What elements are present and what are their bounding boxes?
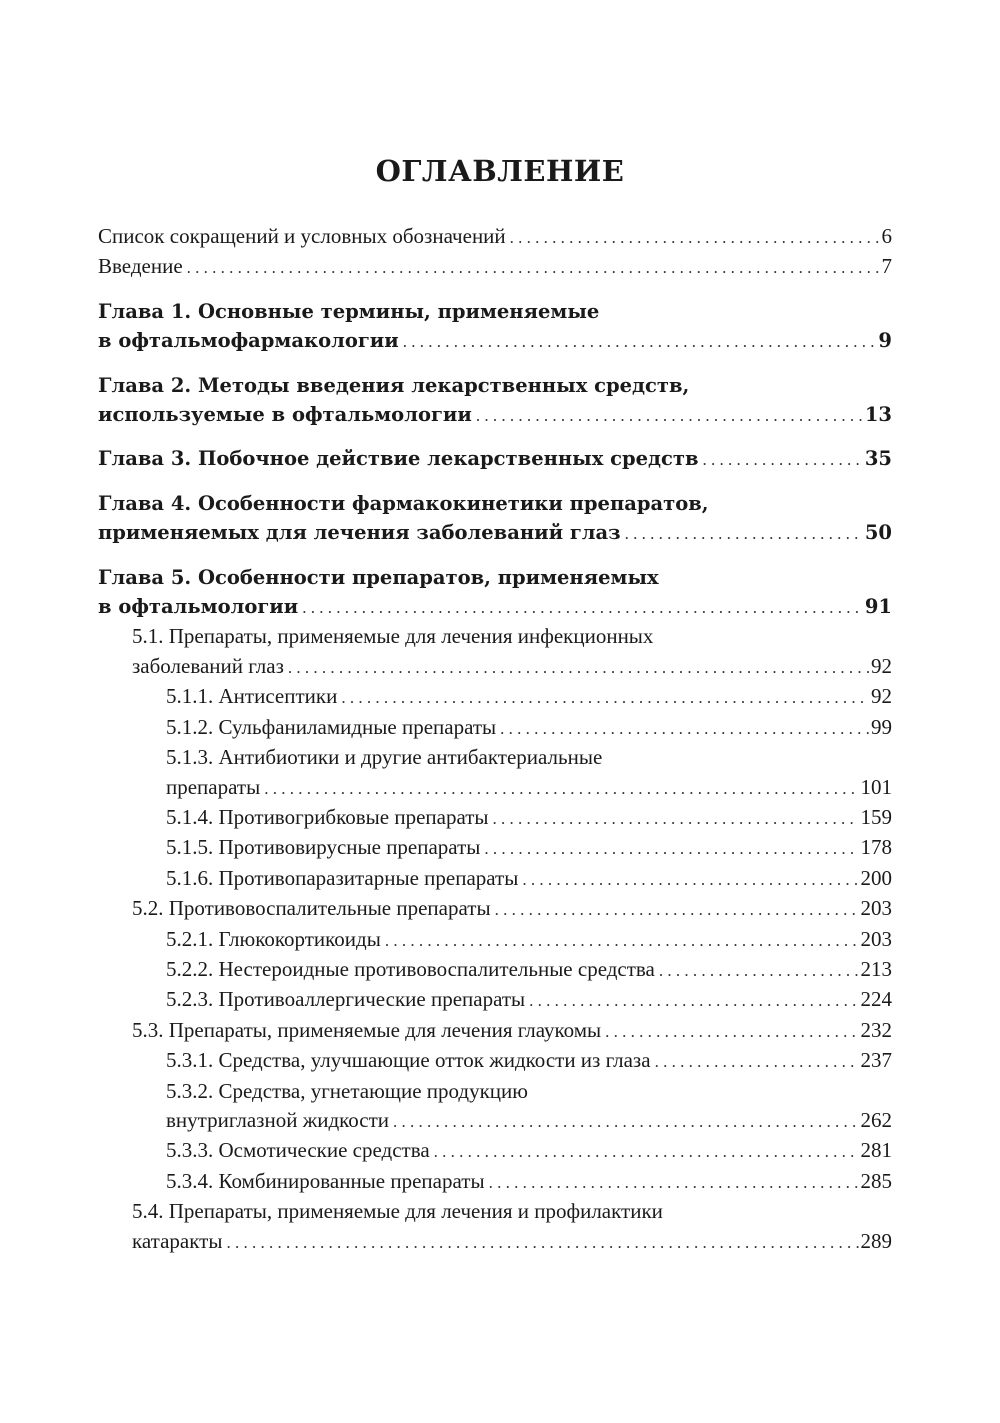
dot-leader: [288, 653, 869, 682]
toc-entry-text: 5.2.2. Нестероидные противовоспалительные средства: [166, 956, 655, 981]
toc-entry-chapter-4[interactable]: [98, 489, 892, 549]
toc-page-number: 91: [864, 595, 892, 619]
toc-page-number: 6: [881, 224, 892, 248]
toc-entry-section-5-3-1[interactable]: [98, 1046, 892, 1076]
toc-entry-section-5-1[interactable]: [98, 622, 892, 682]
toc-entry-text: в офтальмофармакологии: [98, 329, 399, 353]
toc-entry-text: 5.2. Противовоспалительные препараты: [132, 896, 491, 921]
toc-entry-text: внутриглазной жидкости: [166, 1107, 390, 1132]
toc-entry-chapter-2[interactable]: [98, 371, 892, 431]
dot-leader: [341, 683, 869, 712]
toc-page-number: 159: [860, 804, 892, 829]
toc-page-number: 92: [871, 653, 892, 678]
toc-page-number: 35: [864, 447, 892, 471]
toc-entry-text-line1: 5.4. Препараты, применяемые для лечения и профилактики: [132, 1199, 663, 1224]
dot-leader: [510, 223, 880, 252]
toc-page-number: 178: [860, 835, 892, 860]
toc-entry-text: применяемых для лечения заболеваний глаз: [98, 521, 621, 545]
toc-entry-text: 5.1.1. Антисептики: [166, 684, 338, 709]
toc-entry-text: 5.3. Препараты, применяемые для лечения глаукомы: [132, 1017, 602, 1042]
dot-leader: [500, 714, 869, 743]
dot-leader: [659, 956, 859, 985]
dot-leader: [187, 253, 880, 282]
toc-entry-text: Введение: [98, 254, 183, 279]
toc-page-number: 99: [871, 714, 892, 739]
toc-page-number: 203: [860, 896, 892, 921]
toc-page-number: 285: [860, 1168, 892, 1193]
toc-entry-text: 5.1.5. Противовирусные препараты: [166, 835, 481, 860]
toc-page-number: 213: [860, 956, 892, 981]
toc-entry-section-5-1-5[interactable]: [98, 833, 892, 863]
toc-entry-section-5-4[interactable]: [98, 1197, 892, 1257]
dot-leader: [403, 327, 877, 356]
toc-entry-chapter-1[interactable]: [98, 297, 892, 357]
toc-entry-section-5-1-6[interactable]: [98, 864, 892, 894]
toc-page-number: 224: [860, 987, 892, 1012]
toc-entry-text-line1: 5.1.3. Антибиотики и другие антибактериальные: [166, 745, 603, 770]
toc-entry-text: 5.2.3. Противоаллергические препараты: [166, 987, 526, 1012]
toc-entry-section-5-3-2[interactable]: [98, 1077, 892, 1137]
table-of-contents: [98, 222, 892, 1257]
dot-leader: [476, 401, 863, 430]
toc-page-number: 262: [860, 1107, 892, 1132]
toc-entry-text-line1: Глава 2. Методы введения лекарственных средств,: [98, 373, 690, 397]
toc-entry-text: 5.1.4. Противогрибковые препараты: [166, 804, 489, 829]
toc-page-number: 50: [864, 521, 892, 545]
toc-entry-text: 5.1.6. Противопаразитарные препараты: [166, 865, 519, 890]
toc-entry-text: 5.3.3. Осмотические средства: [166, 1138, 430, 1163]
toc-entry-section-5-2-2[interactable]: [98, 955, 892, 985]
dot-leader: [264, 774, 858, 803]
toc-entry-introduction[interactable]: [98, 252, 892, 282]
dot-leader: [226, 1228, 858, 1257]
page-title: ОГЛАВЛЕНИЕ: [375, 154, 625, 188]
dot-leader: [495, 895, 859, 924]
toc-page-number: 232: [860, 1017, 892, 1042]
dot-leader: [493, 804, 859, 833]
toc-page-number: 289: [860, 1228, 892, 1253]
toc-page-number: 237: [860, 1048, 892, 1073]
toc-entry-section-5-2-3[interactable]: [98, 985, 892, 1015]
toc-page-number: 281: [860, 1138, 892, 1163]
toc-page-number: 92: [871, 684, 892, 709]
toc-entry-text: заболеваний глаз: [132, 653, 284, 678]
dot-leader: [529, 986, 858, 1015]
toc-entry-text: 5.1.2. Сульфаниламидные препараты: [166, 714, 497, 739]
toc-entry-text: в офтальмологии: [98, 595, 299, 619]
dot-leader: [489, 1168, 859, 1197]
toc-entry-text-line1: 5.1. Препараты, применяемые для лечения инфекционных: [132, 624, 654, 649]
toc-entry-chapter-5[interactable]: [98, 563, 892, 623]
dot-leader: [393, 1107, 858, 1136]
dot-leader: [434, 1137, 859, 1166]
toc-entry-text-line1: Глава 5. Особенности препаратов, применяемых: [98, 565, 659, 589]
toc-entry-text: Глава 3. Побочное действие лекарственных средств: [98, 447, 699, 471]
toc-page-number: 101: [860, 774, 892, 799]
toc-entry-text: 5.2.1. Глюкокортикоиды: [166, 926, 381, 951]
toc-page-number: 7: [881, 254, 892, 279]
toc-entry-text: 5.3.4. Комбинированные препараты: [166, 1168, 485, 1193]
toc-entry-section-5-2[interactable]: [98, 894, 892, 924]
dot-leader: [302, 593, 863, 622]
toc-entry-text: препараты: [166, 774, 261, 799]
dot-leader: [385, 926, 859, 955]
toc-entry-section-5-1-2[interactable]: [98, 713, 892, 743]
dot-leader: [625, 519, 863, 548]
toc-entry-text-line1: Глава 4. Особенности фармакокинетики препаратов,: [98, 491, 709, 515]
toc-entry-section-5-3-3[interactable]: [98, 1136, 892, 1166]
toc-entry-section-5-1-4[interactable]: [98, 803, 892, 833]
dot-leader: [605, 1017, 858, 1046]
toc-entry-text: используемые в офтальмологии: [98, 403, 472, 427]
toc-entry-section-5-1-1[interactable]: [98, 682, 892, 712]
toc-page-number: 9: [878, 329, 892, 353]
toc-page-number: 13: [864, 403, 892, 427]
toc-entry-text: катаракты: [132, 1228, 223, 1253]
toc-entry-text-line1: Глава 1. Основные термины, применяемые: [98, 299, 600, 323]
toc-entry-text: Список сокращений и условных обозначений: [98, 224, 506, 248]
toc-entry-text-line1: 5.3.2. Средства, угнетающие продукцию: [166, 1078, 528, 1103]
toc-entry-chapter-3[interactable]: [98, 444, 892, 474]
toc-entry-abbreviations[interactable]: [98, 222, 892, 252]
dot-leader: [484, 834, 858, 863]
toc-entry-section-5-1-3[interactable]: [98, 743, 892, 803]
toc-page-number: 200: [860, 865, 892, 890]
toc-page-number: 203: [860, 926, 892, 951]
toc-entry-section-5-3[interactable]: [98, 1016, 892, 1046]
toc-entry-section-5-3-4[interactable]: [98, 1167, 892, 1197]
dot-leader: [655, 1047, 859, 1076]
dot-leader: [522, 865, 858, 894]
toc-entry-text: 5.3.1. Средства, улучшающие отток жидкости из глаза: [166, 1048, 651, 1073]
toc-entry-section-5-2-1[interactable]: [98, 925, 892, 955]
dot-leader: [703, 445, 863, 474]
